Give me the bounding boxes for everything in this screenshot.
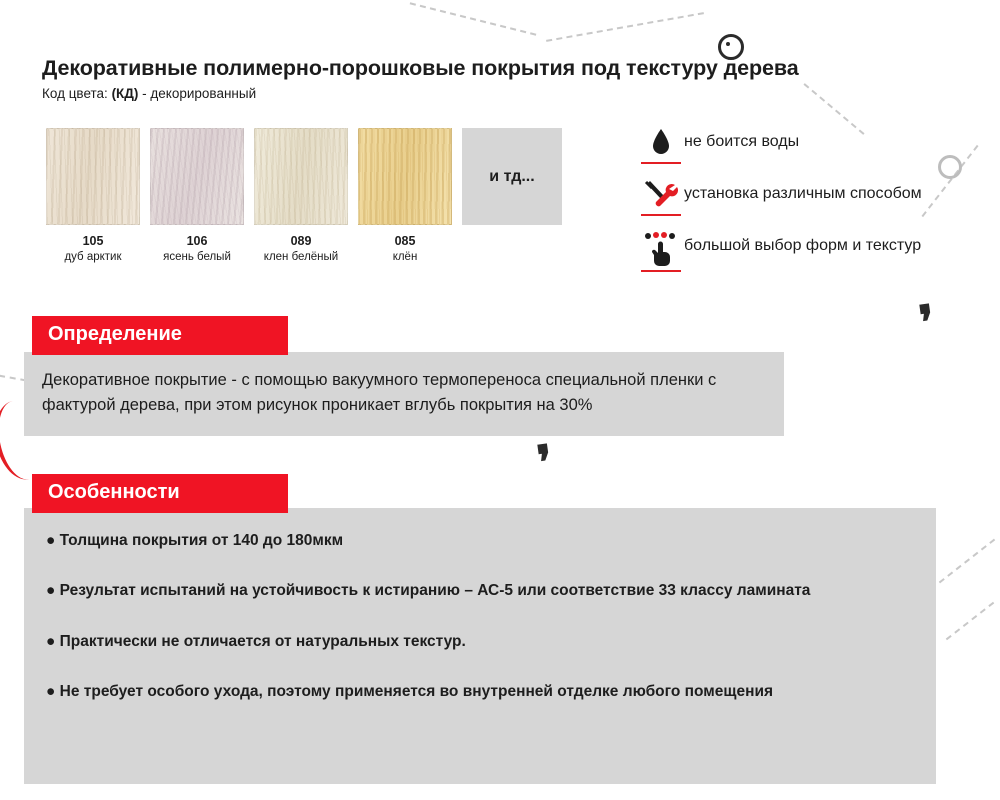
dashed-line-decoration: [410, 2, 537, 35]
swatch-sample-106[interactable]: [150, 128, 244, 225]
swatch-item[interactable]: [46, 128, 140, 264]
swatch-sample-085[interactable]: [358, 128, 452, 225]
icon-underline: [641, 232, 681, 272]
color-code-bold: (КД): [111, 86, 139, 101]
header: [42, 56, 947, 101]
feature-item-install: [638, 180, 958, 216]
wrench-screwdriver-icon: [644, 180, 678, 210]
definition-panel: [24, 352, 784, 436]
characteristics-banner: Особенности: [32, 474, 288, 513]
feature-item-variety: [638, 232, 958, 272]
color-code-note: [42, 86, 947, 101]
swatch-sample-105[interactable]: [46, 128, 140, 225]
characteristic-item: ● Не требует особого ухода, поэтому применяется во внутренней отделке любого помещения: [46, 683, 774, 701]
comma-decoration: ❜: [916, 296, 939, 349]
color-code-prefix: Код цвета:: [42, 86, 112, 101]
feature-icon-wrap: [638, 232, 684, 272]
swatch-item[interactable]: [150, 128, 244, 264]
comma-decoration: ❜: [534, 436, 557, 489]
dashed-line-decoration: [546, 12, 704, 42]
feature-item-water: [638, 128, 958, 164]
swatch-caption: [358, 234, 452, 264]
feature-label: не боится воды: [684, 133, 800, 150]
swatch-sample-089[interactable]: [254, 128, 348, 225]
swatch-name: дуб арктик: [64, 250, 122, 263]
dashed-line-decoration: [939, 539, 995, 584]
hand-pointing-icon: [643, 232, 679, 266]
swatch-name: клён: [392, 250, 418, 263]
swatch-item[interactable]: [358, 128, 452, 264]
characteristic-item: ● Результат испытаний на устойчивость к истиранию – АС-5 или соответствие 33 классу ламината: [46, 582, 811, 600]
swatch-code: 089: [290, 234, 312, 248]
swatch-code: 105: [82, 234, 104, 248]
swatch-caption: [254, 234, 348, 264]
swatch-item[interactable]: [254, 128, 348, 264]
feature-label: большой выбор форм и текстур: [684, 237, 922, 254]
characteristic-item: ● Практически не отличается от натуральных текстур.: [46, 632, 466, 650]
swatch-more-label[interactable]: и тд...: [462, 128, 562, 225]
dashed-line-decoration: [946, 602, 995, 641]
color-code-suffix: - декорированный: [138, 86, 257, 101]
characteristics-panel: [24, 508, 936, 784]
feature-label: установка различным способом: [684, 185, 922, 202]
icon-underline: [641, 180, 681, 216]
page-title: Декоративные полимерно-порошковые покрытия под текстуру дерева: [42, 56, 799, 80]
feature-icon-wrap: [638, 128, 684, 164]
swatch-caption: [150, 234, 244, 264]
definition-banner: Определение: [32, 316, 288, 355]
swatch-code: 085: [394, 234, 416, 248]
swatch-caption: [46, 234, 140, 264]
water-drop-icon: [650, 128, 672, 158]
color-swatch-row: [46, 128, 562, 264]
icon-underline: [641, 128, 681, 164]
definition-text: Декоративное покрытие - с помощью вакуумного термопереноса специальной пленки с фактурой дерева, при этом рисунок проникает вглубь покрытия на 30%: [42, 371, 717, 415]
swatch-name: ясень белый: [163, 250, 231, 263]
swatch-code: 106: [186, 234, 208, 248]
feature-list: [638, 128, 958, 288]
swatch-name: клен белёный: [263, 250, 339, 263]
feature-icon-wrap: [638, 180, 684, 216]
characteristic-item: ● Толщина покрытия от 140 до 180мкм: [46, 532, 344, 549]
